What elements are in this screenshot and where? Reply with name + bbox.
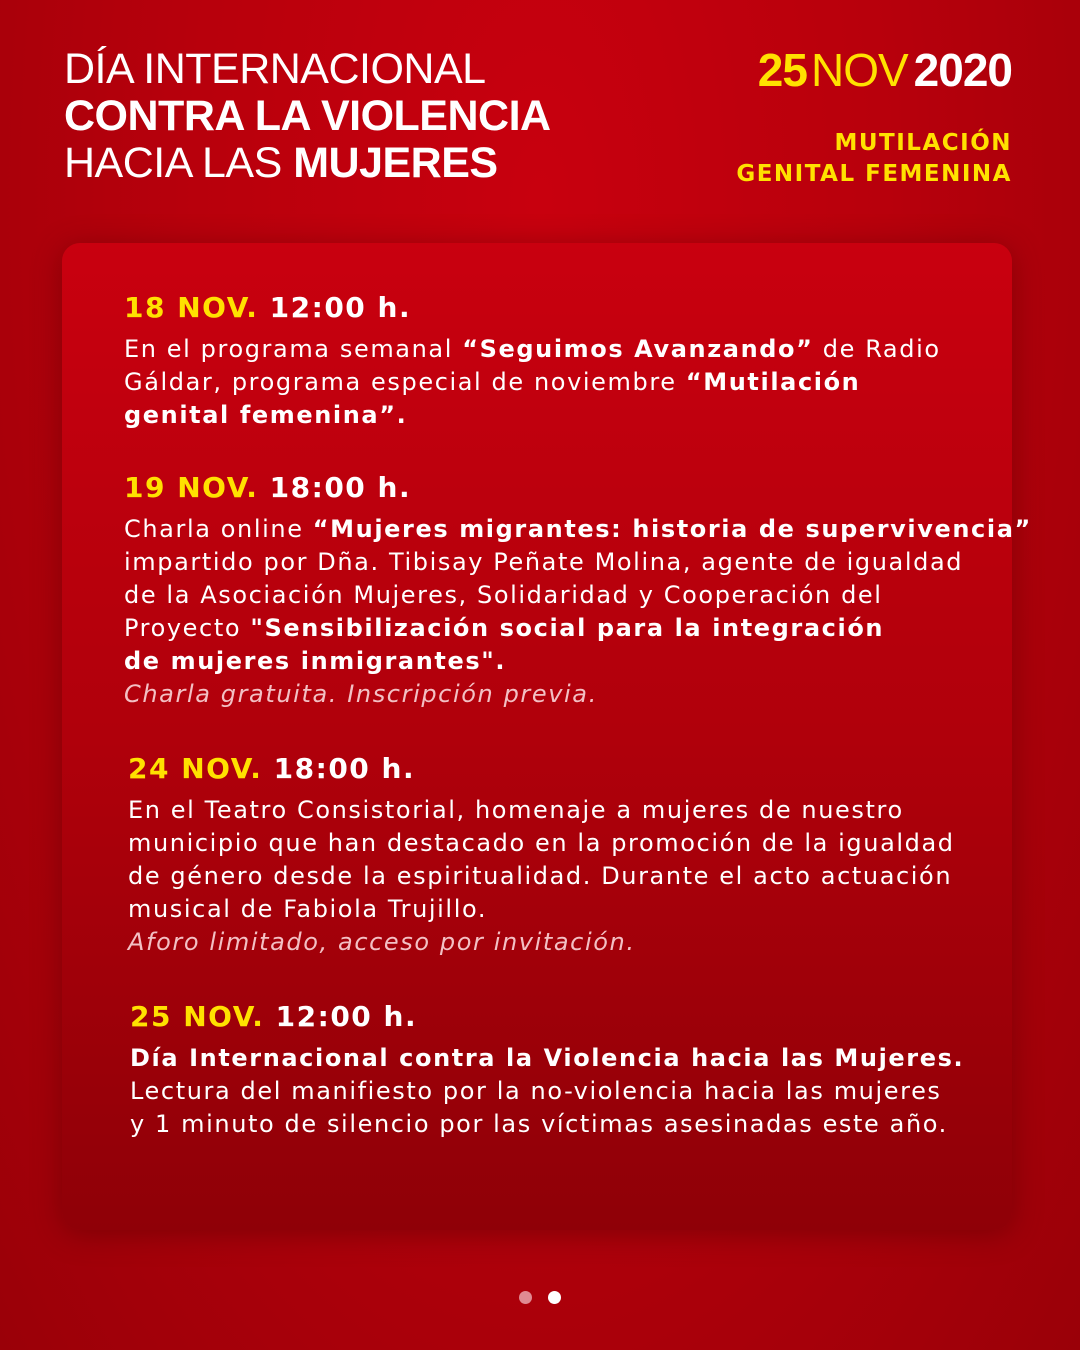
schedule-panel: [62, 243, 1032, 1230]
theme-line-2: GENITAL FEMENINA: [736, 161, 1012, 187]
event-item-18-nov: [124, 291, 984, 432]
event-date-label: 19 NOV.: [124, 471, 259, 504]
event-note: Aforo limitado, acceso por invitación.: [128, 928, 636, 956]
date-day: 25: [757, 44, 807, 96]
event-date-label: 24 NOV.: [128, 752, 263, 785]
theme-line-1: MUTILACIÓN: [834, 130, 1012, 156]
text-fragment: En el programa semanal: [124, 335, 463, 363]
event-description: [130, 1042, 990, 1141]
description-line: Lectura del manifiesto por la no-violencia hacia las mujeres: [130, 1077, 942, 1105]
description-line: de género desde la espiritualidad. Durante el acto actuación: [128, 862, 953, 890]
text-fragment: Gáldar, programa especial de noviembre: [124, 368, 686, 396]
description-line: [124, 513, 1032, 546]
carousel-pagination: [519, 1291, 563, 1305]
event-time-label: 12:00 h.: [269, 291, 412, 324]
project-title: "Sensibilización social para la integración: [250, 614, 885, 642]
title-line-1: DÍA INTERNACIONAL: [64, 45, 486, 93]
event-description: [128, 794, 988, 959]
description-line: de la Asociación Mujeres, Solidaridad y Cooperación del: [124, 581, 883, 609]
description-line: y 1 minuto de silencio por las víctimas asesinadas este año.: [130, 1110, 948, 1138]
event-date-label: 25 NOV.: [130, 1000, 265, 1033]
event-date: [758, 44, 1012, 96]
event-title: [64, 46, 684, 187]
pagination-dot-1[interactable]: [519, 1291, 532, 1304]
date-year: 2020: [913, 44, 1012, 96]
event-heading: [130, 1000, 990, 1034]
event-time-label: 18:00 h.: [269, 471, 412, 504]
description-line: impartido por Dña. Tibisay Peñate Molina, agente de igualdad: [124, 548, 964, 576]
description-line: En el Teatro Consistorial, homenaje a mujeres de nuestro: [128, 796, 904, 824]
description-line: [124, 366, 984, 399]
text-fragment: Proyecto: [124, 614, 251, 642]
title-line-3: [64, 140, 684, 187]
description-line: [124, 612, 984, 645]
program-name: “Seguimos Avanzando”: [462, 335, 814, 363]
description-line: musical de Fabiola Trujillo.: [128, 895, 488, 923]
event-heading: [124, 291, 984, 325]
date-month: NOV: [810, 44, 908, 96]
title-line-3-light: HACIA LAS: [64, 139, 294, 187]
special-title: “Mutilación: [685, 368, 861, 396]
description-line: de mujeres inmigrantes".: [124, 647, 507, 675]
event-date-label: 18 NOV.: [124, 291, 259, 324]
text-fragment: de Radio: [813, 335, 941, 363]
event-note: Charla gratuita. Inscripción previa.: [124, 680, 598, 708]
event-item-19-nov: [124, 471, 1032, 711]
description-line: Día Internacional contra la Violencia hacia las Mujeres.: [130, 1044, 965, 1072]
event-description: [124, 513, 1032, 711]
event-description: [124, 333, 984, 432]
description-line: [124, 333, 984, 366]
event-heading: [124, 471, 984, 505]
title-line-3-bold: MUJERES: [293, 139, 498, 187]
event-heading: [128, 752, 988, 786]
talk-title: “Mujeres migrantes: historia de supervivencia”: [312, 515, 1032, 543]
title-line-2: CONTRA LA VIOLENCIA: [64, 92, 551, 140]
pagination-dot-2-active[interactable]: [548, 1291, 561, 1304]
theme-label: [736, 128, 1012, 190]
event-item-24-nov: [128, 752, 988, 959]
event-time-label: 18:00 h.: [273, 752, 416, 785]
description-line: municipio que han destacado en la promoción de la igualdad: [128, 829, 955, 857]
event-time-label: 12:00 h.: [275, 1000, 418, 1033]
event-item-25-nov: [130, 1000, 990, 1141]
description-line: genital femenina”.: [124, 401, 408, 429]
text-fragment: Charla online: [124, 515, 313, 543]
